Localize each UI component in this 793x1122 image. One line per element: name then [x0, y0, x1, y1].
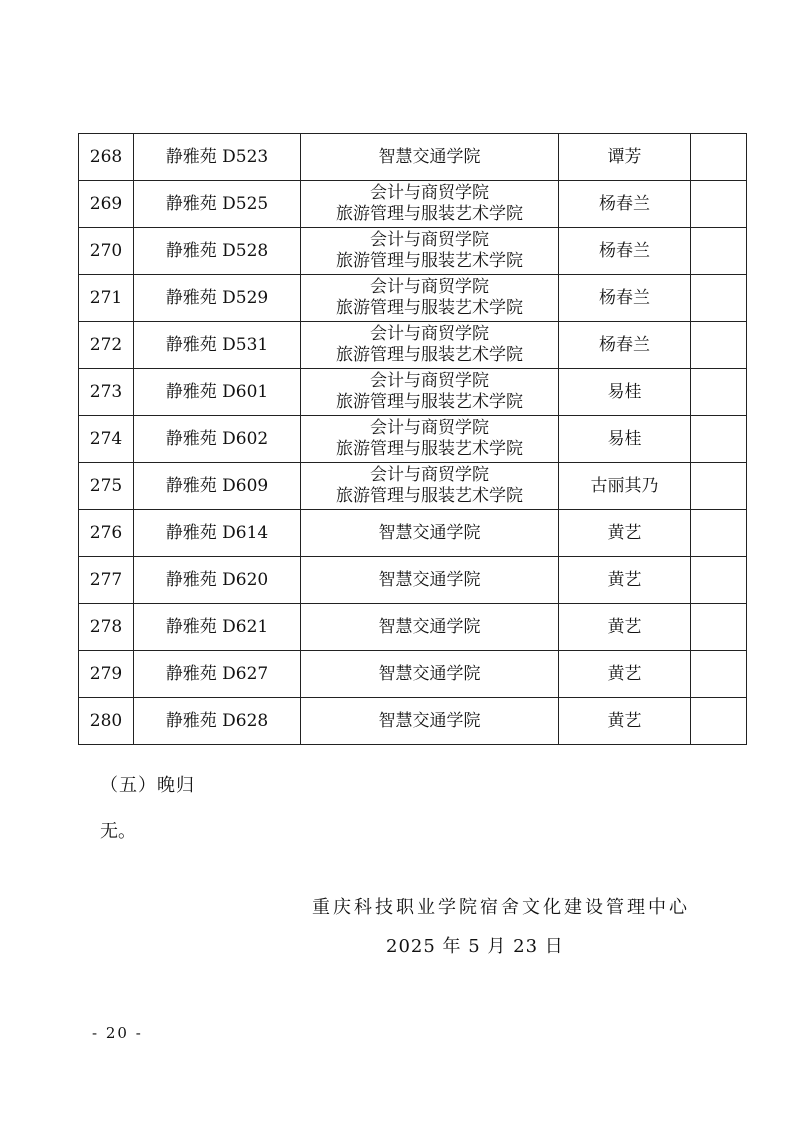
dorm-room-cell: 静雅苑 D601 [134, 369, 301, 416]
counselor-cell: 黄艺 [559, 604, 691, 651]
counselor-cell: 杨春兰 [559, 181, 691, 228]
college-cell [301, 181, 559, 228]
dorm-room-cell: 静雅苑 D621 [134, 604, 301, 651]
dorm-room-cell: 静雅苑 D602 [134, 416, 301, 463]
college-name: 会计与商贸学院 [370, 277, 489, 297]
row-number-cell: 275 [79, 463, 134, 510]
row-number-cell: 272 [79, 322, 134, 369]
college-name: 旅游管理与服装艺术学院 [336, 298, 523, 318]
signature-organization: 重庆科技职业学院宿舍文化建设管理中心 [312, 897, 690, 918]
dorm-room-cell: 静雅苑 D523 [134, 134, 301, 181]
college-name: 智慧交通学院 [378, 616, 481, 637]
college-name: 旅游管理与服装艺术学院 [336, 392, 523, 412]
college-name: 智慧交通学院 [378, 522, 481, 543]
college-name: 会计与商贸学院 [370, 183, 489, 203]
counselor-cell: 易桂 [559, 369, 691, 416]
dorm-room-cell: 静雅苑 D627 [134, 651, 301, 698]
remark-cell [691, 134, 747, 181]
college-cell [301, 228, 559, 275]
dorm-room-cell: 静雅苑 D620 [134, 557, 301, 604]
section-content: 无。 [100, 821, 136, 842]
table-body [79, 134, 747, 745]
counselor-cell: 杨春兰 [559, 275, 691, 322]
college-cell [301, 510, 559, 557]
remark-cell [691, 369, 747, 416]
signature-date: 2025 年 5 月 23 日 [386, 936, 564, 957]
college-name: 智慧交通学院 [378, 146, 481, 167]
row-number-cell: 277 [79, 557, 134, 604]
dorm-room-cell: 静雅苑 D628 [134, 698, 301, 745]
remark-cell [691, 275, 747, 322]
row-number-cell: 268 [79, 134, 134, 181]
remark-cell [691, 463, 747, 510]
table-row [79, 181, 747, 228]
dorm-room-cell: 静雅苑 D525 [134, 181, 301, 228]
college-name: 旅游管理与服装艺术学院 [336, 251, 523, 271]
page-number: - 20 - [92, 1024, 143, 1042]
college-cell [301, 604, 559, 651]
row-number-cell: 276 [79, 510, 134, 557]
dorm-room-cell: 静雅苑 D528 [134, 228, 301, 275]
college-cell [301, 322, 559, 369]
table-row [79, 369, 747, 416]
table-row [79, 604, 747, 651]
dorm-room-cell: 静雅苑 D614 [134, 510, 301, 557]
college-name: 旅游管理与服装艺术学院 [336, 345, 523, 365]
remark-cell [691, 416, 747, 463]
counselor-cell: 杨春兰 [559, 228, 691, 275]
remark-cell [691, 181, 747, 228]
college-name: 智慧交通学院 [378, 710, 481, 731]
table-row [79, 275, 747, 322]
counselor-cell: 黄艺 [559, 510, 691, 557]
college-name: 会计与商贸学院 [370, 324, 489, 344]
remark-cell [691, 698, 747, 745]
college-cell [301, 275, 559, 322]
college-name: 旅游管理与服装艺术学院 [336, 439, 523, 459]
row-number-cell: 269 [79, 181, 134, 228]
row-number-cell: 270 [79, 228, 134, 275]
college-cell [301, 698, 559, 745]
remark-cell [691, 228, 747, 275]
college-cell [301, 557, 559, 604]
table-row [79, 463, 747, 510]
counselor-cell: 黄艺 [559, 557, 691, 604]
row-number-cell: 274 [79, 416, 134, 463]
table-row [79, 134, 747, 181]
section-heading: （五）晚归 [100, 775, 195, 796]
row-number-cell: 271 [79, 275, 134, 322]
college-name: 智慧交通学院 [378, 569, 481, 590]
dormitory-inspection-table [78, 133, 747, 745]
college-name: 会计与商贸学院 [370, 371, 489, 391]
table-row [79, 557, 747, 604]
remark-cell [691, 557, 747, 604]
counselor-cell: 黄艺 [559, 698, 691, 745]
college-cell [301, 134, 559, 181]
table-row [79, 698, 747, 745]
dorm-room-cell: 静雅苑 D609 [134, 463, 301, 510]
counselor-cell: 谭芳 [559, 134, 691, 181]
remark-cell [691, 604, 747, 651]
row-number-cell: 279 [79, 651, 134, 698]
table-row [79, 228, 747, 275]
row-number-cell: 278 [79, 604, 134, 651]
counselor-cell: 黄艺 [559, 651, 691, 698]
dorm-room-cell: 静雅苑 D531 [134, 322, 301, 369]
college-cell [301, 463, 559, 510]
college-name: 旅游管理与服装艺术学院 [336, 486, 523, 506]
counselor-cell: 杨春兰 [559, 322, 691, 369]
counselor-cell: 易桂 [559, 416, 691, 463]
row-number-cell: 273 [79, 369, 134, 416]
remark-cell [691, 322, 747, 369]
college-cell [301, 651, 559, 698]
college-cell [301, 369, 559, 416]
college-name: 会计与商贸学院 [370, 465, 489, 485]
remark-cell [691, 510, 747, 557]
college-name: 会计与商贸学院 [370, 418, 489, 438]
table-row [79, 322, 747, 369]
remark-cell [691, 651, 747, 698]
row-number-cell: 280 [79, 698, 134, 745]
table-row [79, 510, 747, 557]
dorm-room-cell: 静雅苑 D529 [134, 275, 301, 322]
table-row [79, 416, 747, 463]
table-row [79, 651, 747, 698]
college-cell [301, 416, 559, 463]
counselor-cell: 古丽其乃 [559, 463, 691, 510]
college-name: 会计与商贸学院 [370, 230, 489, 250]
college-name: 智慧交通学院 [378, 663, 481, 684]
college-name: 旅游管理与服装艺术学院 [336, 204, 523, 224]
